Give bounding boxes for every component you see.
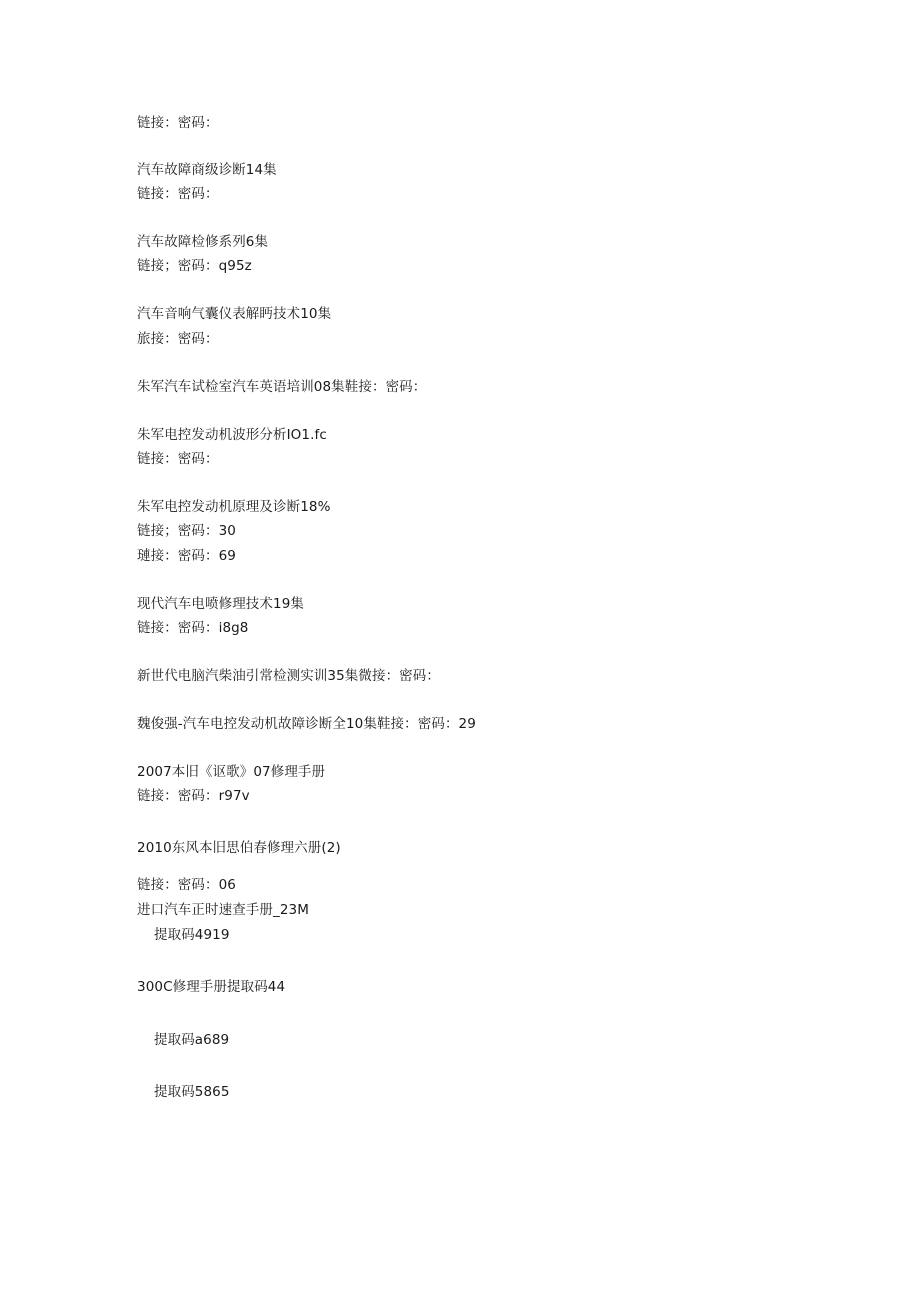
text-line: 链接：密码：i8g8 — [137, 620, 249, 636]
text-line: 汽车故障商级诊断14集 — [137, 162, 277, 178]
text-line: 链接：密码： — [137, 115, 219, 131]
text-line: 链接；密码：30 — [137, 523, 236, 539]
text-line: 璉接：密码：69 — [137, 548, 236, 564]
text-line: 链接；密码：q95z — [137, 258, 252, 274]
text-line: 现代汽车电喷修理技术19集 — [137, 596, 304, 612]
text-line: 链接：密码：06 — [137, 877, 236, 893]
text-line: 提取码5865 — [154, 1084, 230, 1100]
text-line: 进口汽车正时速查手册_23M — [137, 902, 309, 918]
text-line: 朱军电控发动机原理及诊断18% — [137, 499, 331, 515]
text-line: 汽车故障检修系列6集 — [137, 234, 269, 250]
text-line: 朱军汽车试检室汽车英语培训08集鞋接：密码： — [137, 379, 427, 395]
text-line: 链接：密码：r97v — [137, 788, 250, 804]
text-line: 2007本旧《讴歌》07修理手册 — [137, 764, 326, 780]
text-line: 汽车音响气囊仪表解眄技术10集 — [137, 306, 332, 322]
text-line: 2010东风本旧思伯春修理六册(2) — [137, 840, 341, 856]
text-line: 旅接：密码： — [137, 331, 219, 347]
text-line: 链接：密码： — [137, 451, 219, 467]
text-line: 300C修理手册提取码44 — [137, 979, 286, 995]
text-line: 链接：密码： — [137, 186, 219, 202]
text-line: 新世代电脑汽柴油引常检测实训35集微接：密码： — [137, 668, 440, 684]
text-line: 朱军电控发动机波形分析IO1.fc — [137, 427, 327, 443]
text-line: 提取码a689 — [154, 1032, 230, 1048]
text-line: 魏俊强-汽车电控发动机故障诊断全10集鞋接：密码：29 — [137, 716, 476, 732]
text-line: 提取码4919 — [154, 927, 230, 943]
